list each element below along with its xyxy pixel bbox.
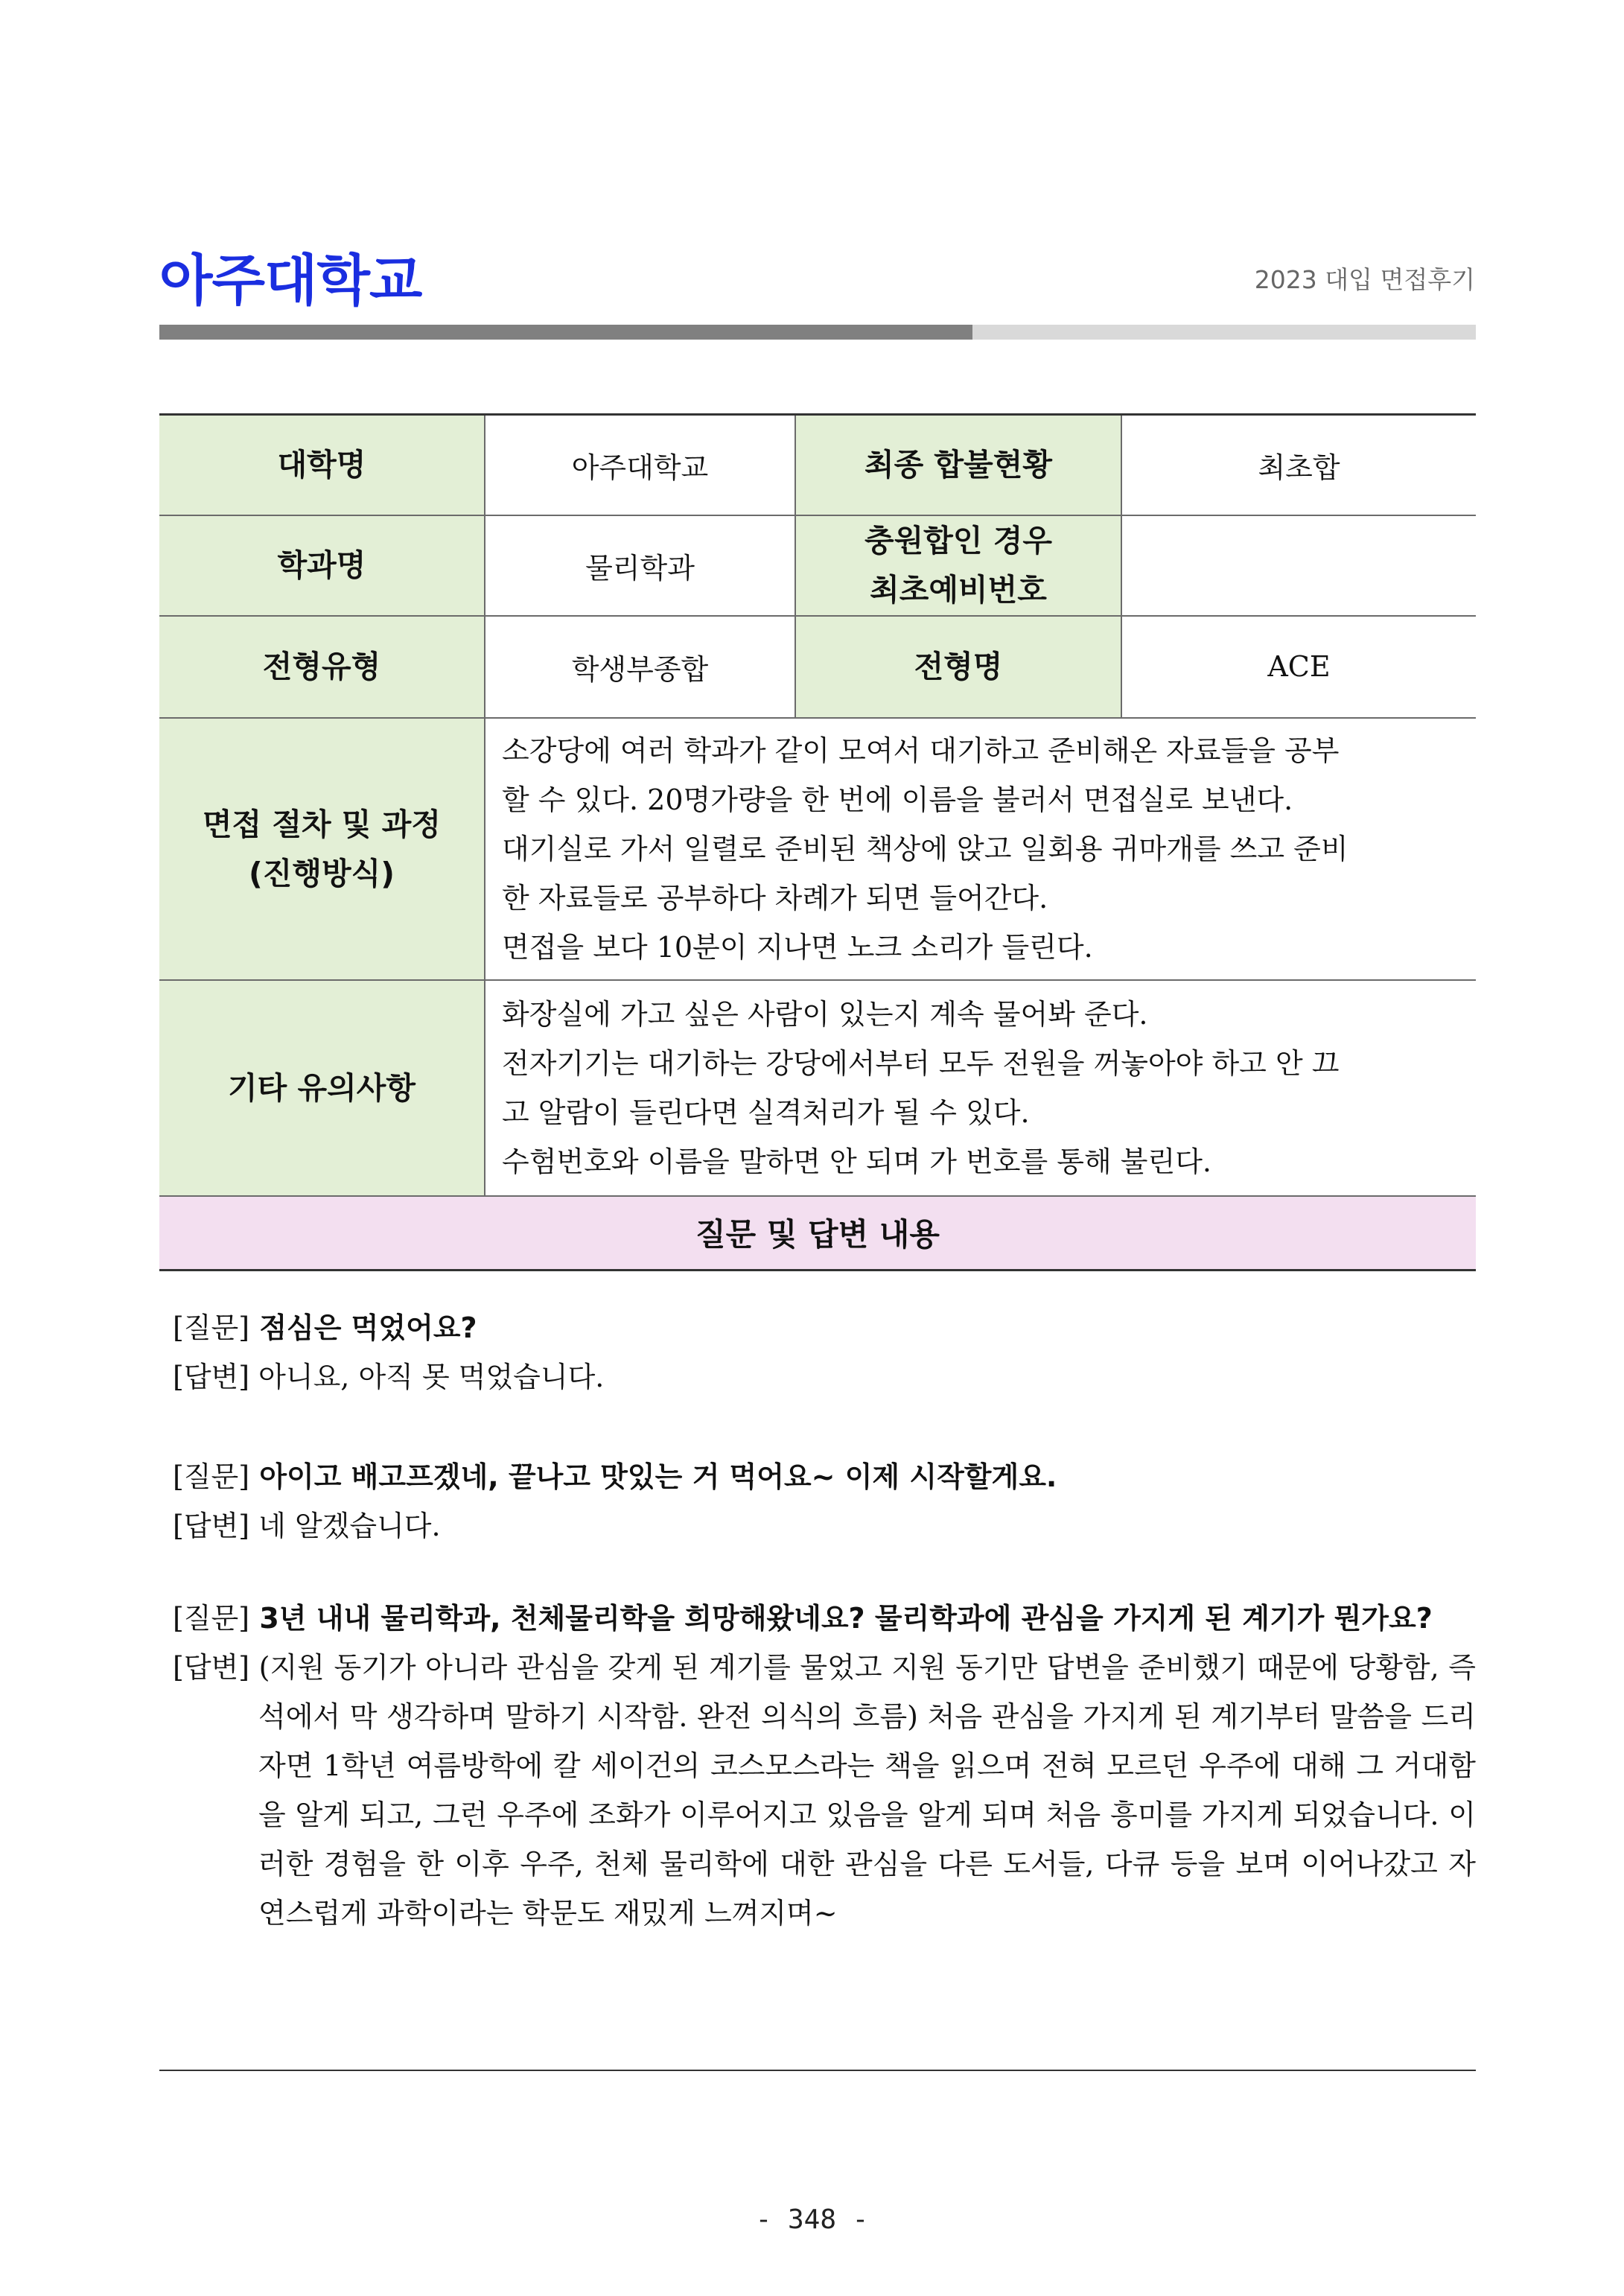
interview-info-table [159, 413, 1476, 1271]
department-label: 학과명 [159, 515, 485, 616]
qa-section-header: 질문 및 답변 내용 [159, 1196, 1476, 1271]
waitlist-label [795, 515, 1121, 616]
qa-item-1 [173, 1303, 1476, 1402]
question-text: 아이고 배고프겠네, 끝나고 맛있는 거 먹어요~ 이제 시작할게요. [259, 1460, 1057, 1493]
answer-text: (지원 동기가 아니라 관심을 갖게 된 계기를 물었고 지원 동기만 답변을 준비했기 때문에 당황함, 즉석에서 막 생각하며 말하기 시작함. 완전 의식의 흐름) 처음 관심을 가지게 된 계기부터 말씀을 드리자면 1학년 여름방학에 칼 세이건의 코스모스라는 책을 읽으며 전혀 모르던 우주에 대해 그 거대함을 알게 되고, 그런 우주에 조화가 이루어지고 있음을 알게 되며 처음 흥미를 가지게 되었습니다. 이러한 경험을 한 이후 우주, 천체 물리학에 대한 관심을 다른 도서들, 다큐 등을 보며 이어나갔고 자연스럽게 과학이라는 학문도 재밌게 느껴지며~ [258, 1651, 1476, 1930]
track-label: 전형명 [795, 616, 1121, 718]
university-value: 아주대학교 [485, 415, 795, 515]
row-department [159, 515, 1476, 616]
waitlist-label-line1: 충원합인 경우 [864, 523, 1052, 559]
process-line: 면접을 보다 10분이 지나면 노크 소리가 들린다. [502, 930, 1093, 964]
university-label: 대학명 [159, 415, 485, 515]
question-text: 점심은 먹었어요? [259, 1311, 477, 1344]
answer [173, 1352, 1476, 1402]
question [173, 1594, 1476, 1643]
admission-type-label: 전형유형 [159, 616, 485, 718]
notes-line: 화장실에 가고 싶은 사람이 있는지 계속 물어봐 준다. [502, 997, 1148, 1031]
bottom-divider [159, 2070, 1476, 2071]
result-label: 최종 합불현황 [795, 415, 1121, 515]
question-text: 3년 내내 물리학과, 천체물리학을 희망해왔네요? 물리학과에 관심을 가지게 된 계기가 뭔가요? [259, 1602, 1433, 1635]
answer-tag: [답변] [173, 1651, 250, 1684]
process-text [485, 718, 1476, 980]
notes-line: 수험번호와 이름을 말하면 안 되며 가 번호를 통해 불린다. [502, 1145, 1211, 1178]
answer [173, 1643, 1476, 1938]
track-value: ACE [1121, 616, 1476, 718]
waitlist-value [1121, 515, 1476, 616]
process-line: 대기실로 가서 일렬로 준비된 책상에 앉고 일회용 귀마개를 쓰고 준비 [502, 832, 1348, 865]
process-line: 할 수 있다. 20명가량을 한 번에 이름을 불러서 면접실로 보낸다. [502, 783, 1293, 816]
process-line: 소강당에 여러 학과가 같이 모여서 대기하고 준비해온 자료들을 공부 [502, 734, 1340, 767]
header-bar-light [972, 325, 1476, 340]
answer [173, 1501, 1476, 1551]
answer-text: 아니요, 아직 못 먹었습니다. [258, 1361, 605, 1393]
answer-text: 네 알겠습니다. [258, 1510, 441, 1542]
document-label: 2023 대입 면접후기 [1254, 265, 1475, 294]
question [173, 1303, 1476, 1352]
process-label-line1: 면접 절차 및 과정 [202, 806, 442, 842]
qa-item-2 [173, 1452, 1476, 1551]
notes-label: 기타 유의사항 [159, 980, 485, 1196]
notes-text [485, 980, 1476, 1196]
process-label [159, 718, 485, 980]
answer-tag: [답변] [173, 1510, 250, 1542]
waitlist-label-line2: 최초예비번호 [870, 572, 1047, 608]
row-university [159, 415, 1476, 515]
admission-type-value: 학생부종합 [485, 616, 795, 718]
department-value: 물리학과 [485, 515, 795, 616]
question [173, 1452, 1476, 1501]
question-tag: [질문] [173, 1311, 250, 1344]
row-process [159, 718, 1476, 980]
answer-tag: [답변] [173, 1361, 250, 1393]
university-title: 아주대학교 [159, 249, 422, 313]
qa-item-3 [173, 1594, 1476, 1938]
process-line: 한 자료들로 공부하다 차례가 되면 들어간다. [502, 881, 1048, 915]
row-qa-header [159, 1196, 1476, 1271]
question-tag: [질문] [173, 1460, 250, 1493]
notes-line: 고 알람이 들린다면 실격처리가 될 수 있다. [502, 1095, 1030, 1129]
process-label-line2: (진행방식) [249, 855, 395, 891]
header-bar-dark [159, 325, 972, 340]
question-tag: [질문] [173, 1602, 250, 1635]
notes-line: 전자기기는 대기하는 강당에서부터 모두 전원을 꺼놓아야 하고 안 끄 [502, 1046, 1340, 1080]
row-admission-type [159, 616, 1476, 718]
page-number: - 348 - [755, 2204, 869, 2235]
row-notes [159, 980, 1476, 1196]
result-value: 최초합 [1121, 415, 1476, 515]
